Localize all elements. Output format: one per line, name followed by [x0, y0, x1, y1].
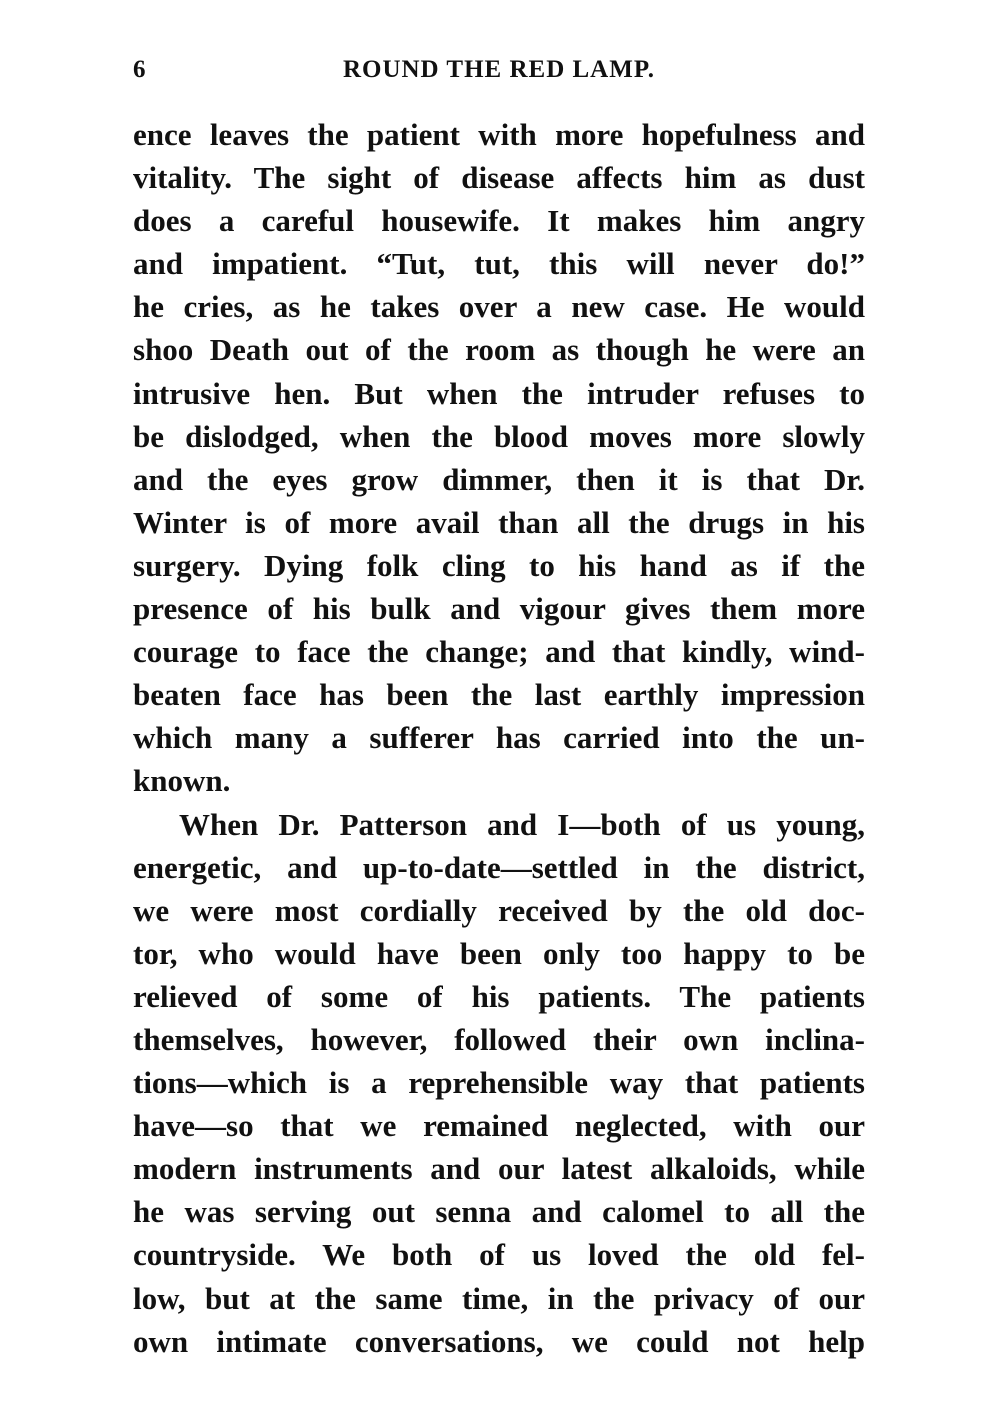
running-title: ROUND THE RED LAMP. [342, 56, 656, 83]
text-line: known. [133, 763, 231, 799]
text-line: vitality. The sight of disease affects him as dust [133, 160, 865, 196]
text-line: be dislodged, when the blood moves more slowly [133, 418, 865, 454]
text-line: energetic, and up-to-date—settled in the district, [133, 849, 865, 885]
text-line: beaten face has been the last earthly impression [133, 677, 865, 713]
text-line: Winter is of more avail than all the drugs in his [133, 504, 865, 540]
text-line: tor, who would have been only too happy to be [133, 935, 865, 971]
text-line: we were most cordially received by the old doc- [133, 892, 865, 928]
text-line: and impatient. “Tut, tut, this will never do!” [133, 246, 865, 282]
text-line: have—so that we remained neglected, with our [133, 1108, 865, 1144]
page-number: 6 [133, 56, 147, 83]
text-line: modern instruments and our latest alkaloids, while [133, 1151, 865, 1187]
text-line: he was serving out senna and calomel to all the [133, 1194, 865, 1230]
text-line: which many a sufferer has carried into the un- [133, 720, 865, 756]
text-line: tions—which is a reprehensible way that patients [133, 1065, 865, 1101]
text-line: ence leaves the patient with more hopefulness and [133, 117, 865, 152]
text-line: countryside. We both of us loved the old fel- [133, 1237, 865, 1273]
running-head [133, 56, 865, 90]
text-line: does a careful housewife. It makes him angry [133, 203, 865, 239]
text-line: low, but at the same time, in the privacy of our [133, 1280, 865, 1316]
text-line: surgery. Dying folk cling to his hand as if the [133, 547, 865, 583]
text-line: he cries, as he takes over a new case. He would [133, 289, 865, 325]
body-text [133, 113, 865, 1363]
text-line: intrusive hen. But when the intruder refuses to [133, 375, 865, 411]
paragraph-2 [133, 803, 865, 1363]
text-line: When Dr. Patterson and I—both of us young, [179, 806, 865, 842]
text-line: presence of his bulk and vigour gives them more [133, 591, 865, 627]
text-line: relieved of some of his patients. The patients [133, 978, 865, 1014]
text-line: courage to face the change; and that kindly, wind- [133, 634, 865, 670]
text-line: shoo Death out of the room as though he were an [133, 332, 865, 368]
text-line: and the eyes grow dimmer, then it is that Dr. [133, 461, 865, 497]
paragraph-1 [133, 113, 865, 803]
text-line: themselves, however, followed their own inclina- [133, 1021, 865, 1057]
text-line: own intimate conversations, we could not help [133, 1323, 865, 1359]
